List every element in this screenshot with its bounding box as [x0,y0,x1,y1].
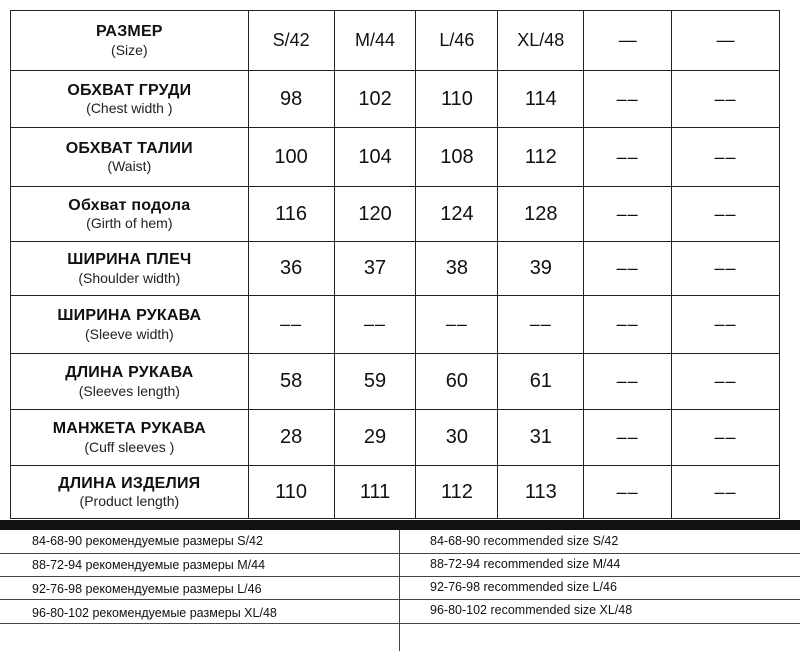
table-cell: 112 [498,128,584,187]
row-label-en: (Sleeve width) [84,325,174,342]
row-label-ru: ДЛИНА РУКАВА [65,364,194,382]
header-label-en: (Size) [111,41,148,58]
table-cell: 114 [498,71,584,128]
row-label-en: (Waist) [107,158,152,175]
row-label-ru: Обхват подола [68,196,191,214]
recommendation-ru: 88-72-94 рекомендуемые размеры M/44 [32,558,266,572]
table-cell: 38 [416,242,498,296]
table-row [11,296,780,354]
row-label-en: (Cuff sleeves ) [84,438,175,455]
size-header: — [672,11,780,71]
table-cell: –– [416,296,498,354]
table-cell: –– [584,187,672,242]
table-cell: 110 [248,466,334,519]
table-row [11,71,780,128]
size-recommendations [0,530,800,651]
table-cell: –– [584,296,672,354]
table-cell: 39 [498,242,584,296]
size-header: — [584,11,672,71]
table-cell: 30 [416,410,498,466]
recommendation-ru: 92-76-98 рекомендуемые размеры L/46 [32,582,262,596]
table-cell: –– [584,128,672,187]
row-label-en: (Chest width ) [86,100,173,117]
size-header: XL/48 [498,11,584,71]
table-cell: –– [672,128,780,187]
size-header: L/46 [416,11,498,71]
row-label-ru: ОБХВАТ ГРУДИ [67,81,192,99]
header-row [11,11,780,71]
table-cell: 124 [416,187,498,242]
size-chart-table [10,10,780,519]
table-cell: –– [584,466,672,519]
table-cell: 112 [416,466,498,519]
table-cell: –– [248,296,334,354]
table-cell: –– [672,71,780,128]
divider [0,599,800,600]
row-label-en: (Product length) [79,493,180,510]
size-header: M/44 [334,11,416,71]
table-cell: 128 [498,187,584,242]
header-label-cell [11,11,249,71]
table-cell: 37 [334,242,416,296]
recommendation-en: 92-76-98 recommended size L/46 [430,580,617,594]
row-label-ru: ШИРИНА РУКАВА [57,307,202,325]
table-row [11,466,780,519]
table-cell: 28 [248,410,334,466]
table-cell: 61 [498,354,584,410]
row-label-ru: ОБХВАТ ТАЛИИ [65,139,193,157]
table-cell: –– [584,242,672,296]
table-cell: 104 [334,128,416,187]
table-cell: –– [672,410,780,466]
table-cell: 116 [248,187,334,242]
recommendation-ru: 96-80-102 рекомендуемые размеры XL/48 [32,606,277,620]
divider [0,553,800,554]
table-cell: –– [334,296,416,354]
table-cell: 98 [248,71,334,128]
table-cell: 100 [248,128,334,187]
recommendation-en: 88-72-94 recommended size M/44 [430,557,621,571]
table-cell: 31 [498,410,584,466]
column-divider [399,530,400,651]
table-cell: 120 [334,187,416,242]
row-label-ru: ШИРИНА ПЛЕЧ [67,251,192,269]
table-cell: 60 [416,354,498,410]
table-row [11,410,780,466]
table-cell: 113 [498,466,584,519]
table-cell: 111 [334,466,416,519]
header-label-ru: РАЗМЕР [95,23,163,41]
recommendation-ru: 84-68-90 рекомендуемые размеры S/42 [32,534,263,548]
table-cell: –– [498,296,584,354]
table-cell: 59 [334,354,416,410]
table-cell: –– [672,466,780,519]
table-cell: 58 [248,354,334,410]
table-row [11,242,780,296]
table-row [11,354,780,410]
size-header: S/42 [248,11,334,71]
table-cell: –– [584,354,672,410]
row-label-en: (Girth of hem) [86,215,173,232]
table-cell: –– [672,187,780,242]
divider [0,576,800,577]
table-cell: –– [584,71,672,128]
table-cell: 110 [416,71,498,128]
table-cell: 29 [334,410,416,466]
row-label-en: (Sleeves length) [78,382,180,399]
recommendation-en: 96-80-102 recommended size XL/48 [430,603,633,617]
row-label-ru: МАНЖЕТА РУКАВА [52,420,206,438]
row-label-en: (Shoulder width) [78,269,181,286]
table-cell: –– [672,296,780,354]
table-cell: –– [584,410,672,466]
divider [0,623,800,624]
table-cell: 108 [416,128,498,187]
row-label-ru: ДЛИНА ИЗДЕЛИЯ [58,474,201,492]
table-cell: 36 [248,242,334,296]
recommendation-en: 84-68-90 recommended size S/42 [430,534,619,548]
table-row [11,187,780,242]
divider-band [0,520,800,530]
table-cell: –– [672,354,780,410]
table-cell: 102 [334,71,416,128]
table-row [11,128,780,187]
table-cell: –– [672,242,780,296]
